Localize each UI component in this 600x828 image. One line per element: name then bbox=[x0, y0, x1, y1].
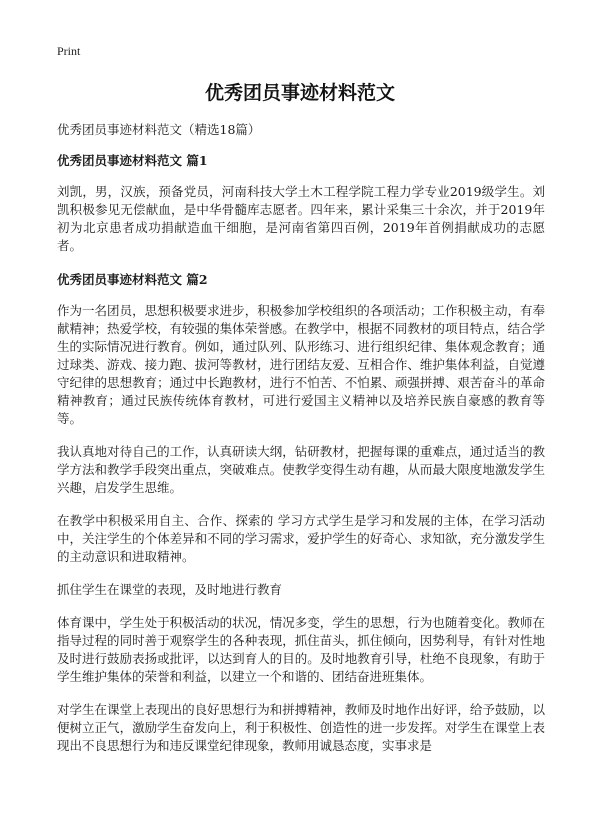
paragraph: 抓住学生在课堂的表现，及时地进行教育 bbox=[57, 582, 283, 597]
document-body bbox=[57, 120, 545, 770]
document-subtitle: 优秀团员事迹材料范文（精选18篇） bbox=[57, 122, 261, 137]
section-heading-1: 优秀团员事迹材料范文 篇1 bbox=[57, 153, 208, 168]
paragraph: 我认真地对待自己的工作，认真研读大纲，钻研教材，把握每课的重难点，通过适当的教学方法和教学手段突出重点，突破难点。使教学变得生动有趣，从而最大限度地激发学生兴趣，启发学生思维。 bbox=[57, 444, 545, 495]
document-title: 优秀团员事迹材料范文 bbox=[204, 82, 395, 104]
print-label[interactable]: Print bbox=[57, 44, 81, 58]
paragraph: 刘凯，男，汉族，预备党员，河南科技大学土木工程学院工程力学专业2019级学生。刘凯积极参见无偿献血，是中华骨髓库志愿者。四年来，累计采集三十余次，并于2019年初为北京患者成功捐献造血干细胞，是河南省第四百例，2019年首例捐献成功的志愿者。 bbox=[57, 184, 545, 253]
paragraph: 作为一名团员，思想积极要求进步，积极参加学校组织的各项活动；工作积极主动，有奉献精神；热爱学校，有较强的集体荣誉感。在教学中，根据不同教材的项目特点，结合学生的实际情况进行教育。例如，通过队列、队形练习、进行组织纪律、集体观念教育；通过球类、游戏、接力跑、拔河等教材，进行团结友爱、互相合作、维护集体利益，自觉遵守纪律的思想教育；通过中长跑教材，进行不怕苦、不怕累、顽强拼搏、艰苦奋斗的革命精神教育；通过民族传统体育教材，可进行爱国主义精神以及培养民族自豪感的教育等等。 bbox=[57, 303, 545, 426]
paragraph: 对学生在课堂上表现出的良好思想行为和拼搏精神，教师及时地作出好评，给予鼓励，以便树立正气，激励学生奋发向上，利于积极性、创造性的进一步发挥。对学生在课堂上表现出不良思想行为和违反课堂纪律现象，教师用诚恳态度，实事求是 bbox=[57, 702, 545, 753]
paragraph: 在教学中积极采用自主、合作、探索的 学习方式学生是学习和发展的主体，在学习活动中，关注学生的个体差异和不同的学习需求，爱护学生的好奇心、求知欲，充分激发学生的主动意识和进取精神。 bbox=[57, 513, 545, 564]
paragraph: 体育课中，学生处于积极活动的状况，情况多变，学生的思想，行为也随着变化。教师在指导过程的同时善于观察学生的各种表现，抓住苗头，抓住倾向，因势利导，有针对性地及时进行鼓励表扬或批评，以达到育人的目的。及时地教育引导，杜绝不良现象，有助于学生维护集体的荣誉和利益，以建立一个和谐的、团结奋进班集体。 bbox=[57, 615, 545, 684]
section-heading-2: 优秀团员事迹材料范文 篇2 bbox=[57, 272, 208, 287]
